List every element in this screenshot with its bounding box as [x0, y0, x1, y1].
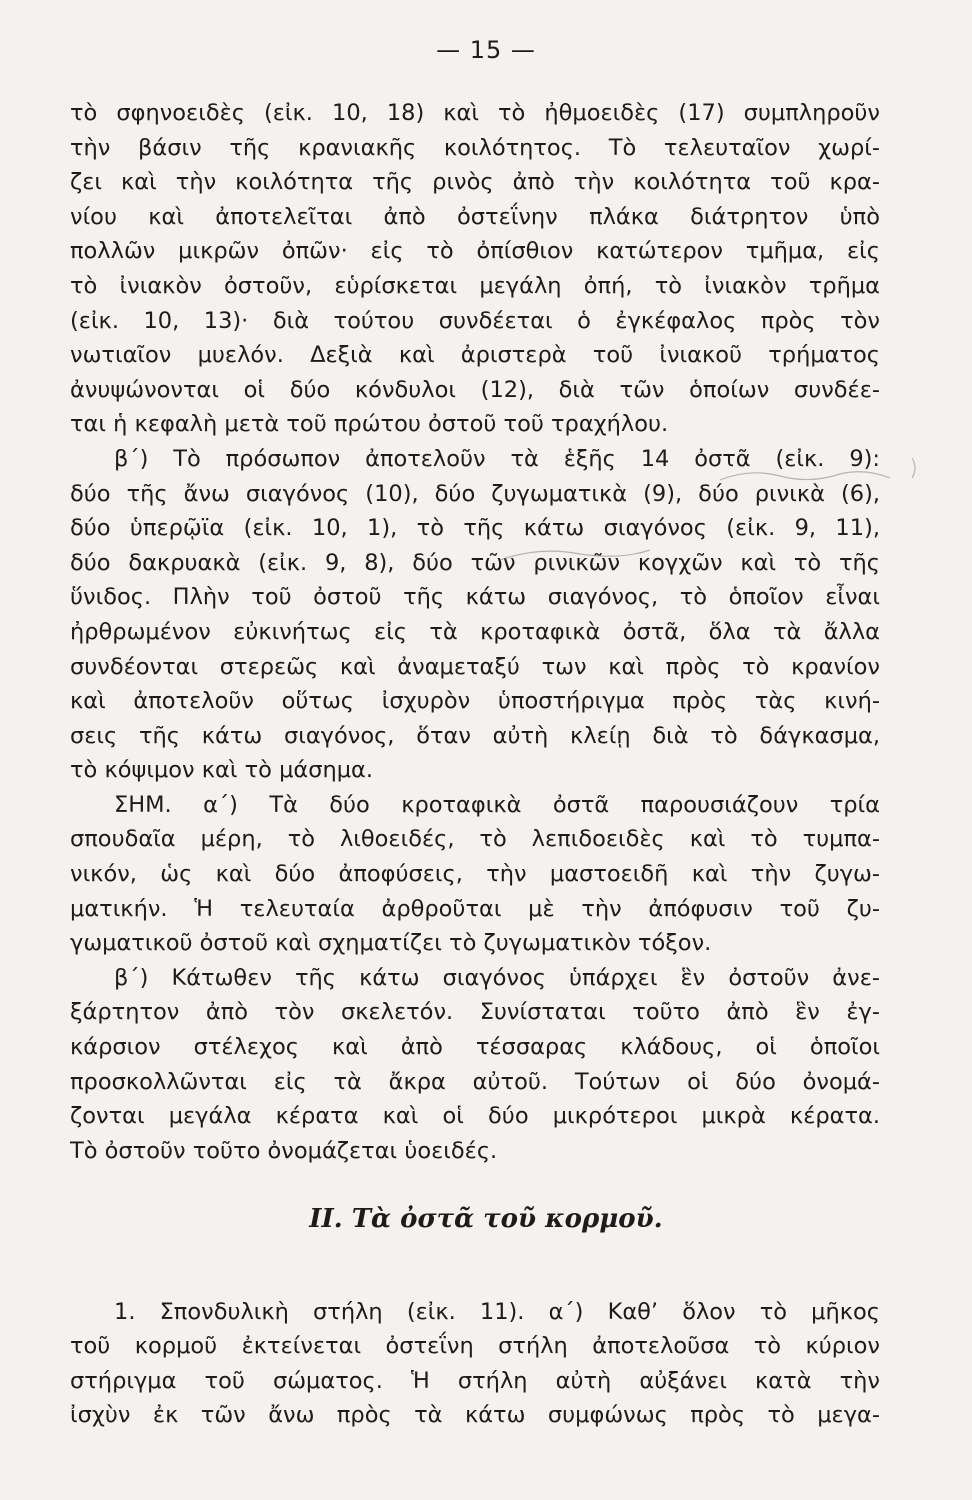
text-line: σπουδαῖα μέρη, τὸ λιθοειδές, τὸ λεπιδοειδὲς καὶ τὸ τυμπα-: [70, 826, 880, 853]
paragraph-face-bones: [70, 442, 880, 788]
text-line: ματικήν. Ἡ τελευταία ἀρθροῦται μὲ τὴν ἀπόφυσιν τοῦ ζυ-: [70, 895, 880, 922]
text-line: ἀνυψώνονται οἱ δύο κόνδυλοι (12), διὰ τῶν ὁποίων συνδέε-: [70, 376, 880, 403]
pencil-bracket: [912, 458, 915, 478]
text-line: καὶ ἀποτελοῦν οὕτως ἰσχυρὸν ὑποστήριγμα πρὸς τὰς κινή-: [70, 688, 880, 715]
text-line: (εἰκ. 10, 13)· διὰ τούτου συνδέεται ὁ ἐγκέφαλος πρὸς τὸν: [70, 307, 880, 334]
text-line: στήριγμα τοῦ σώματος. Ἡ στήλη αὐτὴ αὐξάνει κατὰ τὴν: [70, 1367, 880, 1394]
paragraph-hyoid: [70, 961, 880, 1169]
text-line: σεις τῆς κάτω σιαγόνος, ὅταν αὐτὴ κλείῃ διὰ τὸ δάγκασμα,: [70, 722, 880, 749]
text-line: τὸ κόψιμον καὶ τὸ μάσημα.: [70, 757, 374, 784]
text-line: νωτιαῖον μυελόν. Δεξιὰ καὶ ἀριστερὰ τοῦ ἰνιακοῦ τρήματος: [70, 342, 880, 369]
text-line: τὴν βάσιν τῆς κρανιακῆς κοιλότητος. Τὸ τελευταῖον χωρί-: [70, 134, 880, 161]
text-line: νικόν, ὡς καὶ δύο ἀποφύσεις, τὴν μαστοειδῆ καὶ τὴν ζυγω-: [70, 861, 880, 888]
text-line: νίου καὶ ἀποτελεῖται ἀπὸ ὀστεΐνην πλάκα διάτρητον ὑπὸ: [70, 203, 880, 230]
text-line: β΄) Τὸ πρόσωπον ἀποτελοῦν τὰ ἑξῆς 14 ὀστᾶ (εἰκ. 9):: [114, 445, 880, 472]
text-line: ζονται μεγάλα κέρατα καὶ οἱ δύο μικρότεροι μικρὰ κέρατα.: [70, 1103, 880, 1130]
text-line: προσκολλῶνται εἰς τὰ ἄκρα αὐτοῦ. Τούτων οἱ δύο ὀνομά-: [70, 1068, 880, 1095]
text-line: τοῦ κορμοῦ ἐκτείνεται ὀστεΐνη στήλη ἀποτελοῦσα τὸ κύριον: [70, 1333, 880, 1360]
text-line: 1. Σπονδυλικὴ στήλη (εἰκ. 11). α΄) Καθ’ ὅλον τὸ μῆκος: [114, 1298, 880, 1325]
text-line: κάρσιον στέλεχος καὶ ἀπὸ τέσσαρας κλάδους, οἱ ὁποῖοι: [70, 1034, 880, 1061]
paragraph-note-temporal: [70, 788, 880, 961]
text-line: γωματικοῦ ὀστοῦ καὶ σχηματίζει τὸ ζυγωματικὸν τόξον.: [70, 930, 712, 957]
text-line: τὸ σφηνοειδὲς (εἰκ. 10, 18) καὶ τὸ ἠθμοειδὲς (17) συμπληροῦν: [70, 100, 880, 126]
paragraph-spine: [70, 1295, 880, 1433]
body-text-trunk: [70, 1272, 880, 1455]
text-line: τὸ ἰνιακὸν ὀστοῦν, εὑρίσκεται μεγάλη ὀπή, τὸ ἰνιακὸν τρῆμα: [70, 272, 880, 299]
text-line: ξάρτητον ἀπὸ τὸν σκελετόν. Συνίσταται τοῦτο ἀπὸ ἓν ἐγ-: [70, 999, 880, 1026]
text-line: πολλῶν μικρῶν ὀπῶν· εἰς τὸ ὀπίσθιον κατώτερον τμῆμα, εἰς: [70, 238, 880, 265]
page-number: — 15 —: [436, 36, 536, 64]
text-line: ται ἡ κεφαλὴ μετὰ τοῦ πρώτου ὀστοῦ τοῦ τραχήλου.: [70, 411, 669, 438]
text-line: ὕνιδος. Πλὴν τοῦ ὀστοῦ τῆς κάτω σιαγόνος, τὸ ὁποῖον εἶναι: [70, 584, 880, 611]
section-heading: ΙΙ. Τὰ ὀστᾶ τοῦ κορμοῦ.: [309, 1204, 663, 1234]
text-line: ἰσχὺν ἐκ τῶν ἄνω πρὸς τὰ κάτω συμφώνως πρὸς τὸ μεγα-: [70, 1402, 880, 1429]
text-line: ΣΗΜ. α΄) Τὰ δύο κροταφικὰ ὀστᾶ παρουσιάζουν τρία: [114, 791, 880, 818]
text-line: ζει καὶ τὴν κοιλότητα τῆς ρινὸς ἀπὸ τὴν κοιλότητα τοῦ κρα-: [70, 169, 880, 196]
paragraph-skull-base: [70, 96, 880, 442]
body-text: [70, 96, 880, 1168]
text-line: Τὸ ὀστοῦν τοῦτο ὀνομάζεται ὑοειδές.: [70, 1137, 498, 1164]
text-line: δύο ὑπερῷϊα (εἰκ. 10, 1), τὸ τῆς κάτω σιαγόνος (εἰκ. 9, 11),: [70, 515, 880, 542]
text-line: ἠρθρωμένον εὐκινήτως εἰς τὰ κροταφικὰ ὀστᾶ, ὅλα τὰ ἄλλα: [70, 618, 880, 645]
text-line: δύο δακρυακὰ (εἰκ. 9, 8), δύο τῶν ρινικῶν κογχῶν καὶ τὸ τῆς: [70, 549, 880, 576]
text-line: β΄) Κάτωθεν τῆς κάτω σιαγόνος ὑπάρχει ἓν ὀστοῦν ἀνε-: [114, 964, 880, 991]
text-line: συνδέονται στερεῶς καὶ ἀναμεταξύ των καὶ πρὸς τὸ κρανίον: [70, 653, 880, 680]
text-line: δύο τῆς ἄνω σιαγόνος (10), δύο ζυγωματικὰ (9), δύο ρινικὰ (6),: [70, 480, 880, 507]
